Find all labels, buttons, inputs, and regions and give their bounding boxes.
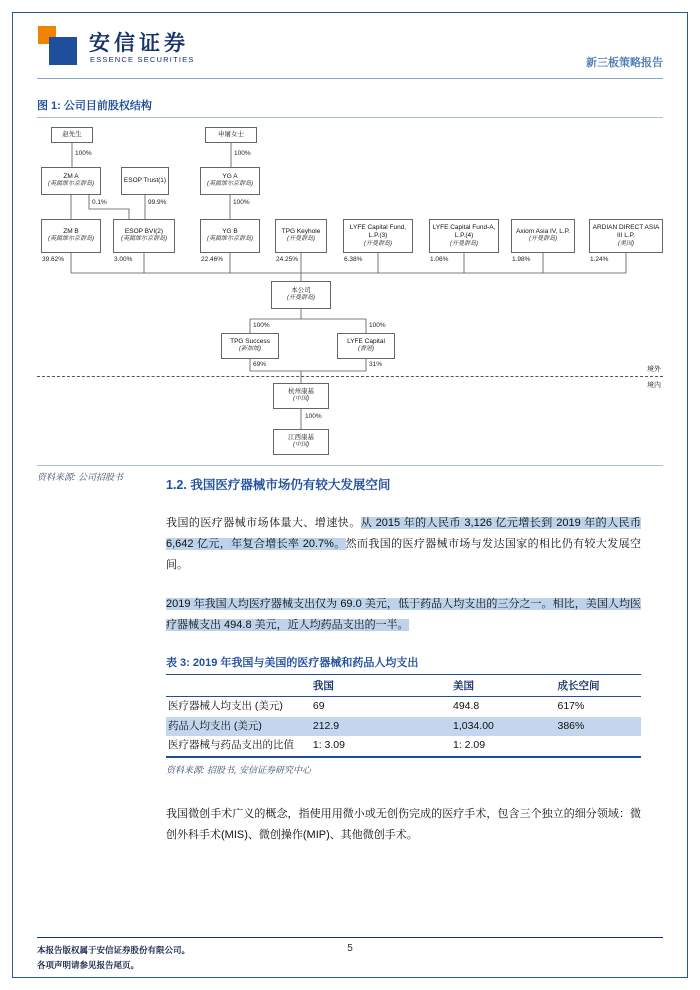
node-name: 赵先生: [62, 130, 82, 138]
node-name: ZM A: [63, 172, 79, 180]
node-location: (英属维尔京群岛): [207, 181, 253, 188]
page-border-frame: [12, 12, 688, 978]
edge-label-zma-esopbvi: 0.1%: [92, 199, 107, 206]
table-cell-label: 药品人均支出 (美元): [168, 719, 262, 732]
figure-title: 图 1: 公司目前股权结构: [37, 97, 663, 118]
edge-label-hangzhou-jiangxi: 100%: [305, 413, 322, 420]
node-location: (英属维尔京群岛): [48, 181, 94, 188]
node-location: (开曼群岛): [287, 295, 315, 302]
edge-label-company-lyfecapital: 100%: [369, 322, 386, 329]
orgchart-node-yg-b: [200, 219, 260, 253]
node-name: YG A: [222, 172, 238, 180]
node-location: (英属维尔京群岛): [207, 236, 253, 243]
highlighted-text: 2019 年我国人均医疗器械支出仅为 69.0 美元，低于药品人均支出的三分之一。相比，美国人均医疗器械支出 494.8 美元，近人均药品支出的一半。: [166, 598, 641, 631]
node-location: (开曼群岛): [364, 240, 392, 247]
orgchart-node-ardian: [589, 219, 663, 253]
table-cell-growth: 617%: [557, 700, 585, 712]
table-cell-growth: [556, 736, 642, 757]
offshore-onshore-divider: [37, 376, 663, 377]
node-location: (中国): [293, 442, 309, 449]
orgchart-node-shentu: [205, 127, 257, 143]
table-header-china: 我国: [311, 675, 451, 697]
ownership-label-lyfe-fund: 6.38%: [344, 256, 363, 263]
region-label-onshore: 境内: [647, 382, 661, 389]
edge-label-company-tpgsuccess: 100%: [253, 322, 270, 329]
ownership-label-tpg-keyhole: 24.25%: [276, 256, 299, 263]
node-location: (香港): [358, 346, 374, 353]
table-title: 表 3: 2019 年我国与美国的医疗器械和药品人均支出: [166, 654, 641, 675]
figure-1-section: [37, 97, 663, 483]
node-location: (中国): [293, 396, 309, 403]
table-cell-us: 1: 2.09: [453, 739, 486, 752]
table-cell-label: 医疗器械人均支出 (美元): [168, 700, 283, 712]
node-location: (开曼群岛): [450, 240, 478, 247]
ownership-label-esopbvi: 3.00%: [114, 256, 133, 263]
table-cell-china: 69: [312, 700, 325, 712]
edge-label-tpgsuccess-hangzhou: 69%: [253, 361, 267, 368]
orgchart-node-lyfe-capital: [337, 333, 395, 359]
paragraph-text: 然而我国的医疗器械市场与发达国家的相比仍有较大发展空间。: [166, 538, 641, 571]
node-name: 江西康基: [288, 433, 314, 441]
table-row: [166, 697, 641, 717]
table-row: [166, 736, 641, 757]
node-location: (开曼群岛): [529, 236, 557, 243]
node-name: YG B: [222, 227, 238, 235]
node-name: ARDIAN DIRECT ASIA III L.P.: [592, 223, 660, 240]
brand-name-cn: 安信证券: [89, 32, 189, 55]
paragraph-market-size: [166, 513, 641, 576]
section-heading: 1.2. 我国医疗器械市场仍有较大发展空间: [166, 478, 391, 492]
edge-label-shentu-yga: 100%: [234, 150, 251, 157]
node-name: 申屠女士: [218, 130, 244, 138]
orgchart-node-yg-a: [200, 167, 260, 195]
node-location: (英属维尔京群岛): [121, 236, 167, 243]
node-name: Axiom Asia IV, L.P.: [516, 227, 570, 235]
page-number: 5: [347, 943, 353, 954]
table-cell-us: 494.8: [453, 700, 480, 712]
table-cell-growth: 386%: [557, 719, 585, 732]
ownership-label-lyfe-fund-a: 1.06%: [430, 256, 449, 263]
orgchart-node-tpg-keyhole: [275, 219, 327, 253]
orgchart-node-company: [271, 281, 331, 309]
orgchart-node-axiom: [511, 219, 575, 253]
table-cell-china: 1: 3.09: [312, 739, 345, 752]
ownership-label-ygb: 22.46%: [201, 256, 224, 263]
highlighted-text: 从 2015 年的人民币 3,126 亿元增长到 2019 年的人民币 6,642 亿元，年复合增长率 20.7%。: [166, 517, 642, 550]
figure-source: 资料来源: 公司招股书: [37, 465, 663, 483]
orgchart-node-esop-trust: [121, 167, 169, 195]
orgchart-node-tpg-success: [221, 333, 279, 359]
equity-structure-chart: [37, 123, 663, 463]
edge-label-yga-ygb: 100%: [233, 199, 250, 206]
region-label-offshore: 境外: [647, 366, 661, 373]
table-source: 资料来源: 招股书, 安信证券研究中心: [166, 764, 312, 775]
edge-label-zhao-zma: 100%: [75, 150, 92, 157]
expenditure-table: [166, 675, 641, 758]
node-name: ZM B: [63, 227, 79, 235]
report-footer: [37, 937, 663, 971]
logo-blue-square: [49, 37, 77, 65]
table-header-row: [166, 675, 641, 697]
section-1-2: [166, 475, 641, 864]
node-name: 本公司: [291, 286, 311, 294]
report-type-label: 新三板策略报告: [586, 57, 663, 69]
orgchart-node-lyfe-fund: [343, 219, 413, 253]
orgchart-node-lyfe-fund-a: [429, 219, 499, 253]
paragraph-per-capita: [166, 594, 641, 636]
table-cell-china: 212.9: [312, 719, 340, 732]
table-header-us: 美国: [451, 675, 556, 697]
node-name: LYFE Capital Fund, L.P.(3): [349, 223, 407, 240]
ownership-label-ardian: 1.24%: [590, 256, 609, 263]
ownership-label-axiom: 1.98%: [512, 256, 531, 263]
table-row: [166, 717, 641, 737]
node-location: (英属维尔京群岛): [48, 236, 94, 243]
node-location: (美国): [618, 240, 634, 247]
orgchart-node-zm-a: [41, 167, 101, 195]
node-location: (开曼群岛): [287, 236, 315, 243]
edge-label-lyfecapital-hangzhou: 31%: [369, 361, 383, 368]
ownership-label-zmb: 39.62%: [42, 256, 65, 263]
brand-name-en: ESSENCE SECURITIES: [90, 55, 195, 64]
essence-securities-logo: [37, 25, 79, 67]
table-header-blank: [166, 675, 311, 697]
node-name: ESOP Trust(1): [123, 176, 167, 184]
orgchart-node-zhao: [51, 127, 93, 143]
table-header-growth: 成长空间: [556, 675, 642, 697]
footer-statement-line: 各项声明请参见报告尾页。: [37, 960, 140, 971]
report-header: [37, 21, 663, 79]
table-cell-label: 医疗器械与药品支出的比值: [168, 739, 294, 752]
orgchart-node-jiangxi-kangji: [273, 429, 329, 455]
node-name: TPG Keyhole: [281, 227, 321, 235]
orgchart-node-hangzhou-kangji: [273, 383, 329, 409]
paragraph-text: 我国的医疗器械市场体量大、增速快。: [166, 517, 361, 529]
node-name: LYFE Capital Fund-A, L.P.(4): [432, 223, 496, 240]
node-name: LYFE Capital: [347, 337, 385, 345]
paragraph-mis-definition: 我国微创手术广义的概念，指使用用微小或无创伤完成的医疗手术，包含三个独立的细分领域：微创外科手术(MIS)、微创操作(MIP)、其他微创手术。: [166, 807, 641, 841]
node-name: 杭州康基: [288, 387, 314, 395]
node-name: TPG Success: [230, 337, 270, 345]
orgchart-node-esop-bvi: [113, 219, 175, 253]
edge-label-trust-esopbvi: 99.9%: [148, 199, 167, 206]
orgchart-node-zm-b: [41, 219, 101, 253]
footer-copyright-line: 本报告版权属于安信证券股份有限公司。: [37, 945, 191, 955]
table-cell-us: 1,034.00: [453, 719, 494, 732]
node-name: ESOP BVI(2): [124, 227, 164, 235]
node-location: (新加坡): [239, 346, 261, 353]
